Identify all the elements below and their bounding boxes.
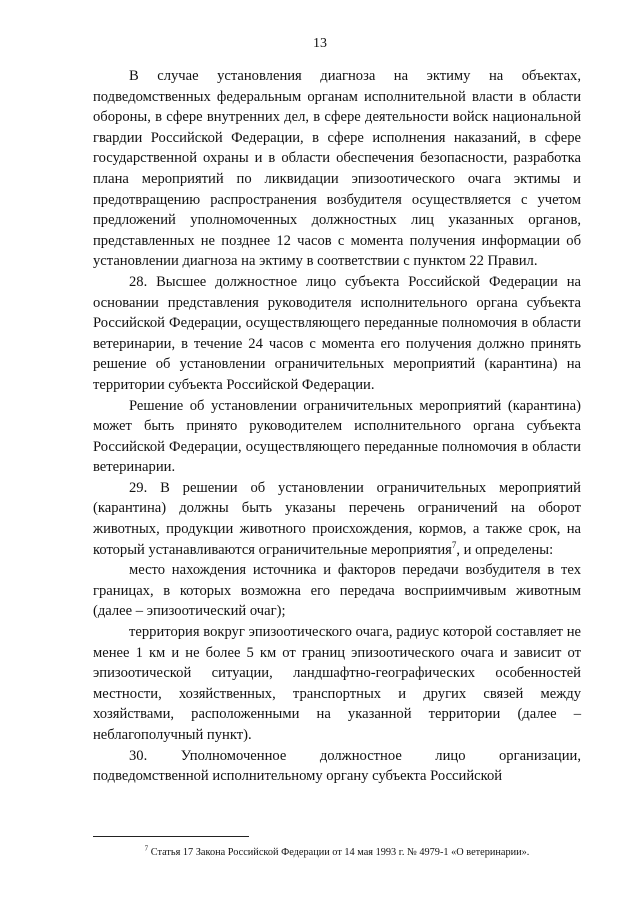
paragraph-item-29 [93,478,581,560]
footnote-mark: 7 [144,844,149,853]
document-body [93,66,581,787]
footnote-text: Статья 17 Закона Российской Федерации от 14 мая 1993 г. № 4979-1 «О ветеринарии». [148,847,530,858]
paragraph-unfavorable-point: территория вокруг эпизоотического очага, радиус которой составляет не менее 1 км и не более 5 км от границ эпизоотического очага и зависит от эпизоотической ситуации, ландшафтно-географических особенностей местности, хозяйственных, транспортных и других связей между хозяйствами, расположенными на указанной территории (далее – неблагополучный пункт). [93,624,581,743]
paragraph-diagnosis-ectima: В случае установления диагноза на эктиму на объектах, подведомственных федеральным органам исполнительной власти в области обороны, в сфере внутренних дел, в сфере деятельности войск национальной гвардии Российской Федерации, в сфере исполнения наказаний, в сфере государственной охраны и в области обеспечения безопасности, разработка плана мероприятий по ликвидации эпизоотического очага эктимы и предотвращению распространения возбудителя осуществляется с учетом предложений уполномоченных должностных лиц указанных органов, представленных не позднее 12 часов с момента получения информации об установлении диагноза на эктиму в соответствии с пунктом 22 Правил. [93,68,581,270]
page-number: 13 [313,36,327,51]
paragraph-item-29-text: 29. В решении об установлении ограничительных мероприятий (карантина) должны быть указаны перечень ограничений на оборот животных, продукции животного происхождения, кормов, а также срок, на который устанавливаются ограничительные мероприятия [93,479,581,558]
paragraph-quarantine-decision: Решение об установлении ограничительных мероприятий (карантина) может быть принято руководителем исполнительного органа субъекта Российской Федерации, осуществляющего переданные полномочия в области ветеринарии. [93,397,581,476]
footnote [93,846,581,859]
paragraph-epizootic-focus: место нахождения источника и факторов передачи возбудителя в тех границах, в которых возможна его передача восприимчивым животным (далее – эпизоотический очаг); [93,562,581,620]
paragraph-item-30: 30. Уполномоченное должностное лицо организации, подведомственной исполнительному органу субъекта Российской [93,747,581,785]
footnote-reference[interactable]: 7 [451,539,457,550]
footnote-divider [93,836,249,837]
paragraph-item-28: 28. Высшее должностное лицо субъекта Российской Федерации на основании представления руководителя исполнительного органа субъекта Российской Федерации, осуществляющего переданные полномочия в области ветеринарии, в течение 24 часов с момента его получения должно принять решение об установлении ограничительных мероприятий (карантина) на территории субъекта Российской Федерации. [93,273,581,393]
paragraph-item-29-tail: , и определены: [456,541,554,558]
